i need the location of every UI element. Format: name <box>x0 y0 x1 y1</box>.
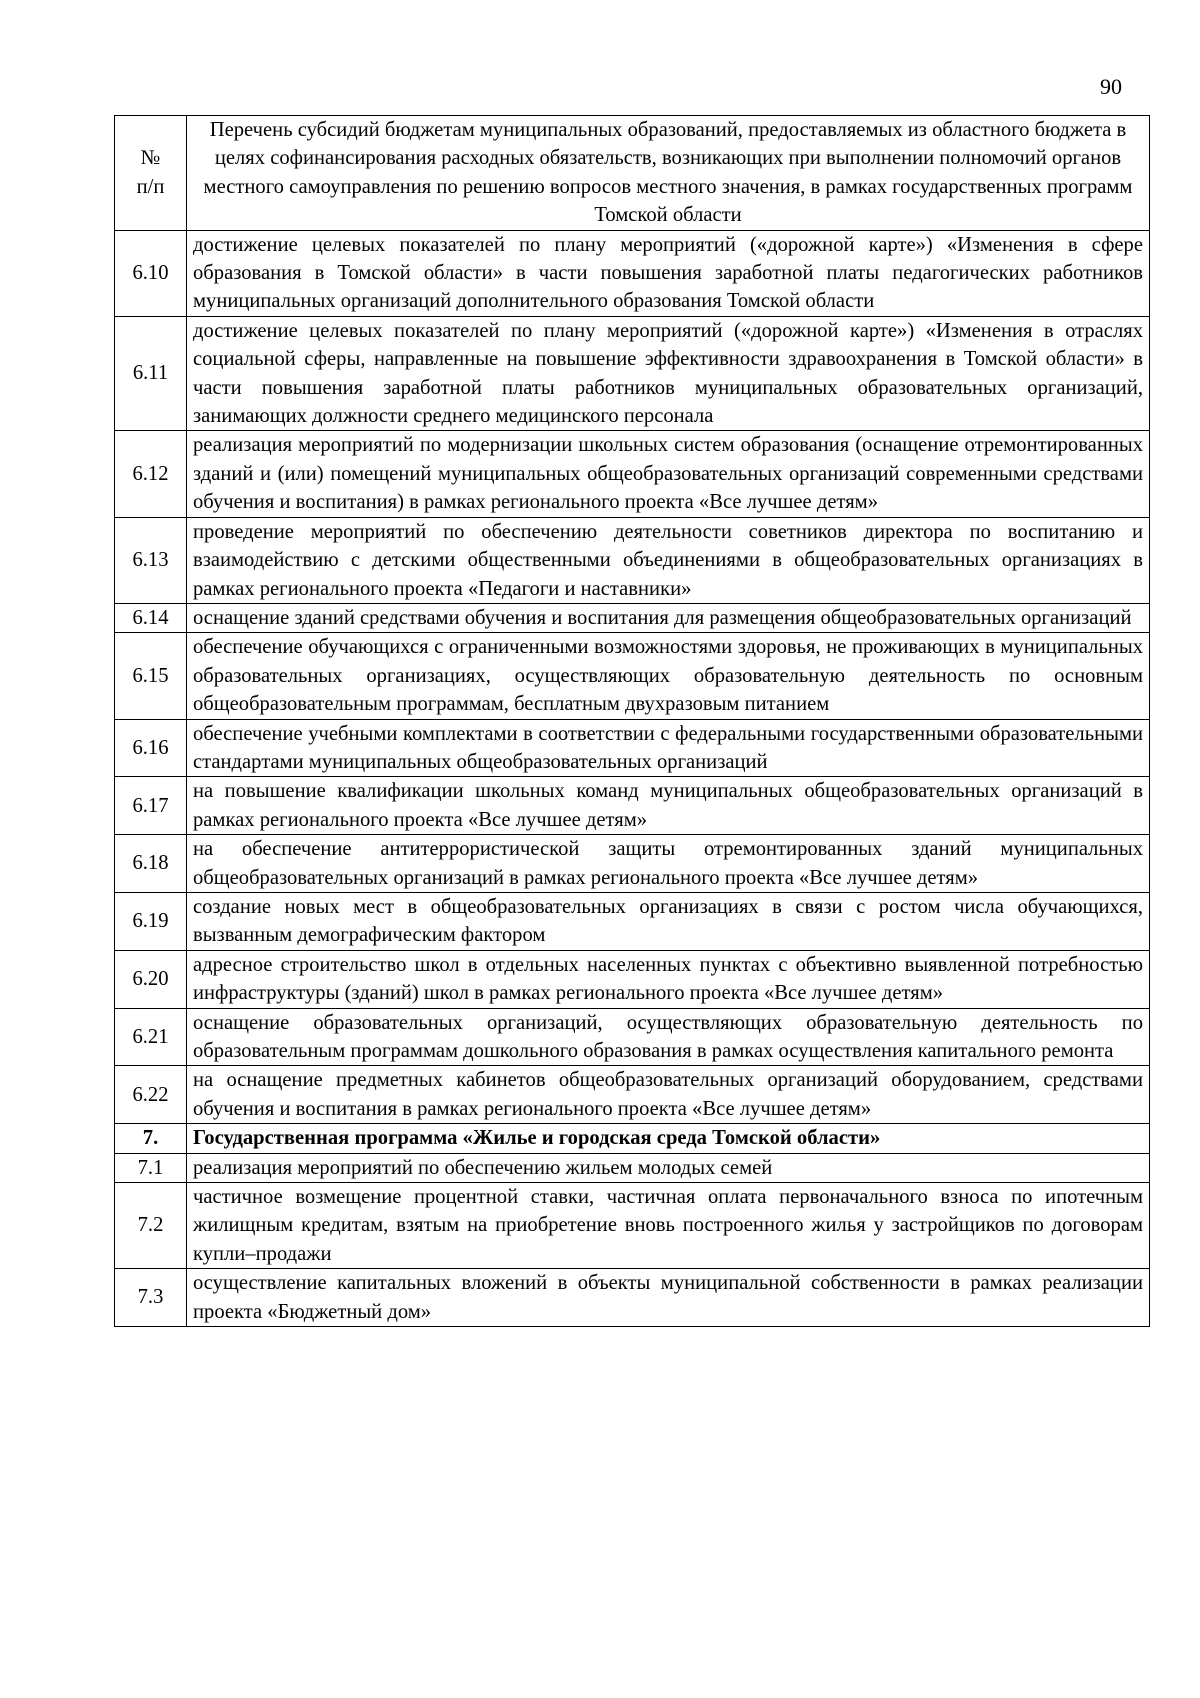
section-row <box>115 1124 1150 1153</box>
row-description: оснащение образовательных организаций, осуществляющих образовательную деятельность по образовательным программам дошкольного образования в рамках осуществления капитального ремонта <box>187 1008 1150 1066</box>
row-description: реализация мероприятий по обеспечению жильем молодых семей <box>187 1153 1150 1182</box>
table-row <box>115 719 1150 777</box>
row-number: 6.18 <box>115 835 187 893</box>
table-header-row <box>115 116 1150 231</box>
row-number: 7.3 <box>115 1269 187 1327</box>
table-row <box>115 892 1150 950</box>
row-description: частичное возмещение процентной ставки, частичная оплата первоначального взноса по ипотечным жилищным кредитам, взятым на приобретение вновь построенного жилья у застройщиков по договорам купли–продажи <box>187 1183 1150 1269</box>
row-number: 6.15 <box>115 633 187 719</box>
table-body <box>115 230 1150 1326</box>
row-description: создание новых мест в общеобразовательных организациях в связи с ростом числа обучающихся, вызванным демографическим фактором <box>187 892 1150 950</box>
row-number: 7.1 <box>115 1153 187 1182</box>
page-number: 90 <box>1100 74 1122 99</box>
header-number-symbol: № <box>140 147 161 170</box>
row-description: реализация мероприятий по модернизации школьных систем образования (оснащение отремонтированных зданий и (или) помещений муниципальных общеобразовательных организаций современными средствами обучения и воспитания) в рамках регионального проекта «Все лучшее детям» <box>187 431 1150 517</box>
subsidies-table <box>114 115 1150 1327</box>
table-row <box>115 1269 1150 1327</box>
row-number: 6.12 <box>115 431 187 517</box>
table-row <box>115 1008 1150 1066</box>
table-row <box>115 633 1150 719</box>
table-row <box>115 950 1150 1008</box>
row-description: Государственная программа «Жилье и городская среда Томской области» <box>187 1124 1150 1153</box>
row-description: осуществление капитальных вложений в объекты муниципальной собственности в рамках реализации проекта «Бюджетный дом» <box>187 1269 1150 1327</box>
row-number: 6.21 <box>115 1008 187 1066</box>
row-description: адресное строительство школ в отдельных населенных пунктах с объективно выявленной потребностью инфраструктуры (зданий) школ в рамках регионального проекта «Все лучшее детям» <box>187 950 1150 1008</box>
row-number: 6.17 <box>115 777 187 835</box>
row-description: проведение мероприятий по обеспечению деятельности советников директора по воспитанию и взаимодействию с детскими общественными объединениями в общеобразовательных организациях в рамках регионального проекта «Педагоги и наставники» <box>187 517 1150 603</box>
row-description: обеспечение учебными комплектами в соответствии с федеральными государственными образовательными стандартами муниципальных общеобразовательных организаций <box>187 719 1150 777</box>
row-description: обеспечение обучающихся с ограниченными возможностями здоровья, не проживающих в муниципальных образовательных организациях, осуществляющих образовательную деятельность по основным общеобразовательным программам, бесплатным двухразовым питанием <box>187 633 1150 719</box>
row-description: на повышение квалификации школьных команд муниципальных общеобразовательных организаций в рамках регионального проекта «Все лучшее детям» <box>187 777 1150 835</box>
row-number: 6.13 <box>115 517 187 603</box>
table-row <box>115 777 1150 835</box>
row-description: на оснащение предметных кабинетов общеобразовательных организаций оборудованием, средствами обучения и воспитания в рамках регионального проекта «Все лучшее детям» <box>187 1066 1150 1124</box>
table-row <box>115 316 1150 431</box>
row-number: 6.22 <box>115 1066 187 1124</box>
row-number: 6.19 <box>115 892 187 950</box>
table-row <box>115 1183 1150 1269</box>
table-row <box>115 835 1150 893</box>
row-number: 6.16 <box>115 719 187 777</box>
table-row <box>115 1066 1150 1124</box>
row-number: 6.20 <box>115 950 187 1008</box>
table-row <box>115 517 1150 603</box>
row-description: на обеспечение антитеррористической защиты отремонтированных зданий муниципальных общеобразовательных организаций в рамках регионального проекта «Все лучшее детям» <box>187 835 1150 893</box>
table-row <box>115 1153 1150 1182</box>
header-number-cell <box>115 116 187 231</box>
row-description: достижение целевых показателей по плану мероприятий («дорожной карте») «Изменения в сфере образования в Томской области» в части повышения заработной платы педагогических работников муниципальных организаций дополнительного образования Томской области <box>187 230 1150 316</box>
row-number: 6.14 <box>115 603 187 632</box>
row-number: 6.11 <box>115 316 187 431</box>
row-number: 7. <box>115 1124 187 1153</box>
header-number-abbr: п/п <box>136 175 165 198</box>
row-description: оснащение зданий средствами обучения и воспитания для размещения общеобразовательных организаций <box>187 603 1150 632</box>
header-title-cell: Перечень субсидий бюджетам муниципальных образований, предоставляемых из областного бюджета в целях софинансирования расходных обязательств, возникающих при выполнении полномочий органов местного самоуправления по решению вопросов местного значения, в рамках государственных программ Томской области <box>187 116 1150 231</box>
table-row <box>115 603 1150 632</box>
table-row <box>115 230 1150 316</box>
row-number: 7.2 <box>115 1183 187 1269</box>
table-row <box>115 431 1150 517</box>
row-number: 6.10 <box>115 230 187 316</box>
row-description: достижение целевых показателей по плану мероприятий («дорожной карте») «Изменения в отраслях социальной сферы, направленные на повышение эффективности здравоохранения в Томской области» в части повышения заработной платы работников муниципальных образовательных организаций, занимающих должности среднего медицинского персонала <box>187 316 1150 431</box>
